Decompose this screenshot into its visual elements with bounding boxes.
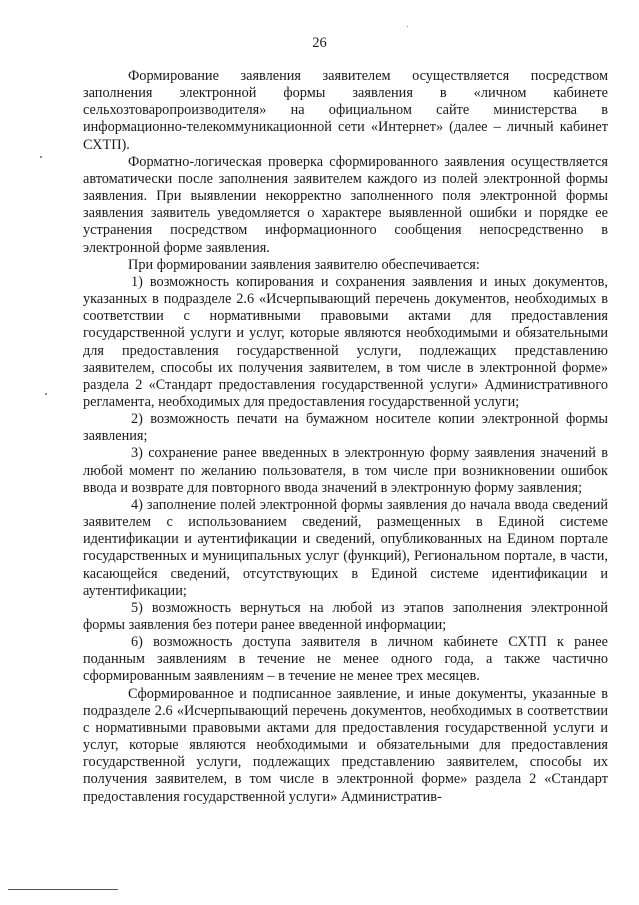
list-item-3: 3) сохранение ранее введенных в электронную форму заявления значений в любой момент по желанию пользователя, в том числе при возникновении ошибок ввода и возврате для повторного ввода значений в электронную форму заявления;: [83, 445, 608, 496]
scan-speck: [40, 156, 42, 158]
footer-rule: [8, 889, 118, 890]
scan-speck: [45, 393, 47, 395]
page-number: 26: [312, 35, 327, 51]
list-item-2: 2) возможность печати на бумажном носителе копии электронной формы заявления;: [83, 411, 608, 445]
paragraph-intro: Формирование заявления заявителем осуществляется посредством заполнения электронной формы заявления в «личном кабинете сельхозтоваропроизводителя» на официальном сайте министерства в информационно-телекоммуникационной сети «Интернет» (далее – личный кабинет СХТП).: [83, 68, 608, 153]
scan-speck: [407, 26, 408, 27]
list-item-4: 4) заполнение полей электронной формы заявления до начала ввода сведений заявителем с использованием сведений, размещенных в Единой системе идентификации и аутентификации и сведений, опубликованных на Едином портале государственных и муниципальных услуг (функций), Региональном портале, в части, касающейся сведений, отсутствующих в Единой системе идентификации и аутентификации;: [83, 496, 608, 599]
list-item-1: 1) возможность копирования и сохранения заявления и иных документов, указанных в подразделе 2.6 «Исчерпывающий перечень документов, необходимых в соответствии с нормативными правовыми актами для предоставления государственной услуги и услуг, которые являются необходимыми и обязательными для предоставления государственной услуги, подлежащих представлению заявителем, способы их получения заявителем, в том числе в электронной форме» раздела 2 «Стандарт предоставления государственной услуги» Административного регламента, необходимых для предоставления государственной услуги;: [83, 273, 608, 410]
paragraph-list-lead: При формировании заявления заявителю обеспечивается:: [128, 256, 480, 273]
paragraph-submission: Сформированное и подписанное заявление, и иные документы, указанные в подразделе 2.6 «Исчерпывающий перечень документов, необходимых в соответствии с нормативными правовыми актами для предоставления государственной услуги и услуг, которые являются необходимыми и обязательными для предоставления государственной услуги, подлежащих представлению заявителем, способы их получения заявителем, в том числе в электронной форме» раздела 2 «Стандарт предоставления государственной услуги» Административ-: [83, 685, 608, 805]
paragraph-validation: Форматно-логическая проверка сформированного заявления осуществляется автоматически после заполнения заявителем каждого из полей электронной формы заявления. При выявлении некорректно заполненного поля электронной формы заявления заявитель уведомляется о характере выявленной ошибки и порядке ее устранения посредством информационного сообщения непосредственно в электронной форме заявления.: [83, 153, 608, 256]
document-body: [83, 68, 608, 806]
list-item-6: 6) возможность доступа заявителя в личном кабинете СХТП к ранее поданным заявлениям в течение не менее одного года, а также частично сформированным заявлениям – в течение не менее трех месяцев.: [83, 634, 608, 685]
list-item-5: 5) возможность вернуться на любой из этапов заполнения электронной формы заявления без потери ранее введенной информации;: [83, 599, 608, 633]
